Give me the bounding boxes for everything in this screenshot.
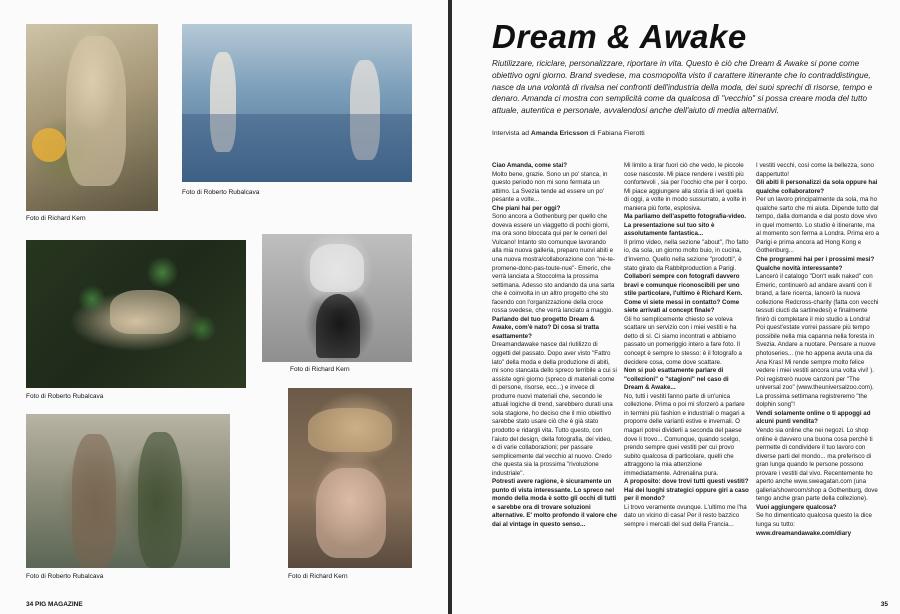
text-column-3 — [756, 162, 881, 538]
photo-caption: Foto di Roberto Rubalcava — [182, 189, 260, 196]
left-page — [0, 0, 448, 614]
photo-women-in-water — [182, 24, 412, 182]
interview-answer: Il primo video, nella sezione "about", l'ho fatto io, da sola, un giorno molto buio, in cucina, d'inverno. Quello nella sezione "prodotti", è stato girato da Rabbitproduction a Parigi. — [624, 238, 749, 272]
interview-answer: Vendo sia online che nei negozi. Lo shop online è davvero una buona cosa perchè ti permette di condividere il tuo lavoro con diverse parti del mondo... ma preferisco di gran lunga quando le persone possono provare i vestiti dal vivo. Recentemente ho aperto anche www.sweagatan.com (una galleria/showroom/shop a Gothenburg, dove tengo anche gran parte della collezione). — [756, 426, 878, 503]
interview-question: Ciao Amanda, come stai? — [492, 162, 568, 169]
photo-two-women-by-lake — [26, 414, 230, 568]
byline-interviewee: Amanda Ericsson — [530, 130, 589, 137]
interview-answer: Mi limito a tirar fuori ciò che vedo, le piccole cose nascoste. Mi piace rendere i vestiti più confortevoli , sia per l'occhio che per il corpo. Mi piace aggiungere alla storia di ieri quella di oggi, a volte in modo sussurrato, a volte in maniera più forte, esplosiva. — [624, 162, 748, 212]
interview-answer: Sono ancora a Gothenburg per quello che doveva essere un viaggetto di pochi giorni, ma ora sono bloccata qui per le ceneri del Vulcano! Intanto sto comunque lavorando alla mia nuova galleria, preparo nuovi abiti e una nuova mostra/collaborazione con "ne-te-promene-donc-pas-toute-nue"- Emeric, che verrà lanciata a Stoccolma la prossima settimana. Adesso sto andando da una sarta che è coinvolta in un altro progetto che sto facendo con l'organizzazione della croce rossa svedese, che verrà lanciato a maggio. — [492, 213, 615, 315]
interview-question: Parlando del tuo progetto Dream & Awake, com'è nato? Di cosa si tratta esattamente? — [492, 315, 599, 340]
right-page — [452, 0, 900, 614]
page-number-right: 35 — [880, 601, 888, 608]
interview-answer: Molto bene, grazie. Sono un po' stanca, in questo periodo non mi sono fermata un attimo. La Svezia tende ad essere un po' pesante a volte... — [492, 170, 608, 204]
byline-suffix: di Fabiana Fierotti — [588, 130, 645, 137]
interview-answer: Gli ho semplicemente chiesto se voleva scattare un servizio con i miei vestiti e ha detto di sì. Ci siamo incontrati e abbiamo passato un pomeriggio intero a fare foto. Il concept è sempre lo stesso: è il fotografo a decidere cosa, come dove scattare. — [624, 315, 742, 366]
interview-answer: I vestiti vecchi, così come la bellezza, sono dappertutto! — [756, 162, 874, 178]
article-intro: Riutilizzare, riciclare, personalizzare, riportare in vita. Questo è ciò che Dream & Awake si pone come obiettivo ogni giorno. Brand svedese, ma cosmopolita visto il carattere itinerante che lo contraddistingue, nasce da una volontà di rivalsa nei confronti dell'industria della moda, dei suoi sprechi di risorse, tempo e denaro. Amanda ci mostra con semplicità come da qualcosa di "vecchio" si possa creare moda del tutto attuale, autentica e personale, avvalendosi anche dell'aiuto di media alternativi. — [492, 59, 873, 116]
article-title: Dream & Awake — [492, 18, 747, 55]
photo-woman-among-lilypads — [26, 240, 246, 388]
article-byline — [492, 130, 645, 137]
interview-answer: No, tutti i vestiti fanno parte di un'unica collezione. Prima o poi mi sforzerò a parlare in termini più fashion e industriali o magari a proporre delle varianti estive e invernali. O magari potrei dividerli a seconda del paese dove li trovo... Comunque, quando scelgo, prendo sempre quei vestiti per cui provo subito qualcosa di particolare, quelli che attraggono la mia attenzione immediatamente. Adrenalina pura. — [624, 392, 745, 477]
photo-caption: Foto di Richard Kern — [290, 366, 350, 373]
interview-question: A proposito: dove trovi tutti questi vestiti? Hai dei luoghi strategici oppure giri a caso per il mondo? — [624, 478, 749, 503]
interview-question: Ma parliamo dell'aspetto fotografia-video. La presentazione sul tuo sito è assolutamente fantastica... — [624, 213, 747, 238]
text-column-1 — [492, 162, 617, 530]
interview-question: Vuoi aggiungere qualcosa? — [756, 503, 837, 511]
photo-woman-on-chair — [262, 234, 412, 362]
interview-answer: Lancerò il catalogo "Don't walk naked" con Emeric, continuerò ad andare avanti con il brand, a fare ricerca, lancerò la nuova collezione Redcross-charity (fatta con vecchi tessuti ciucti da sartinedesi) e finalmente finirò di completare il mio studio a Londra! Poi quest'estate vorrei passare più tempo possibile nella mia capanna nella foresta in Svezia. Andare a nuotare. Pensare a nuove photoseries... (ne ho appena avuta una da Ana Kras! Mi rende sempre molto felice vedere i miei vestiti ancora una volta vivi! ). Poi registrerò nuove canzoni per "The universal zoo" (www.theuniversalzoo.com). La prossima settimana registreremo "the dolphin song"! — [756, 273, 879, 409]
photo-caption: Foto di Richard Kern — [288, 573, 348, 580]
photo-caption: Foto di Roberto Rubalcava — [26, 393, 104, 400]
text-column-2 — [624, 162, 749, 530]
interview-answer: Per un lavoro principalmente da sola, ma ho qualche sarto che mi aiuta. Dipende tutto dal tempo, dalla domanda e dal posto dove vivo in quel momento. Lo studio è itinerante, ma al momento son ferma a Londra. Prima ero a Parigi e prima ancora ad Hong Kong e Gothenburg... — [756, 196, 880, 255]
photo-caption: Foto di Roberto Rubalcava — [26, 573, 104, 580]
interview-question: Gli abiti li personalizzi da sola oppure hai qualche collaboratore? — [756, 179, 878, 195]
interview-question: Che piani hai per oggi? — [492, 204, 561, 212]
interview-question: Vendi solamente online o ti appoggi ad alcuni punti vendita? — [756, 409, 871, 426]
page-number-left: 34 PIG MAGAZINE — [26, 601, 83, 608]
interview-question: Che programmi hai per i prossimi mesi? Qualche novità interessante? — [756, 256, 875, 272]
interview-question: Potresti avere ragione, è sicuramente un punto di vista interessante. Lo spreco nel mondo della moda è sotto gli occhi di tutti e sarebbe ora di trovare soluzioni alternative. E' molto profondo il valore che dai al vintage in questo senso... — [492, 478, 617, 528]
photo-woman-reclining — [288, 388, 412, 568]
interview-answer: Li trovo veramente ovunque. L'ultimo me l'ha dato un vicino di casa! Per il resto bazzico sempre i mercati del sud della Francia... — [624, 503, 747, 528]
photo-woman-with-flowers — [26, 24, 158, 211]
photo-caption: Foto di Richard Kern — [26, 215, 86, 222]
interview-question: Collabori sempre con fotografi davvero bravi e comunque riconoscibili per uno stile particolare, l'ultimo è Richard Kern. Come vi siete messi in contatto? Come siete arrivati al concept finale? — [624, 273, 743, 315]
interview-question: Non si può esattamente parlare di "collezioni" o "stagioni" nel caso di Dream & Awake... — [624, 367, 729, 392]
interview-answer: Se ho dimenticato qualcosa questo la dice lunga su tutto: — [756, 512, 872, 528]
interview-question: www.dreamandawake.com/diary — [756, 529, 852, 537]
byline-prefix: Intervista ad — [492, 130, 531, 137]
interview-answer: Dreamandawake nasce dal riutilizzo di oggetti del passato. Dopo aver visto "Fattro lato" della moda e della produzione di abiti, mi sono stancata dello spreco terribile a cui si assiste ogni giorno (spreco di materiali come di persone, risorse, ecc...) e invece di produrre nuovi materiali che, secondo le attuali logiche di trend, sarebbero durati una sola stagione, ho deciso che il mio obiettivo sarebbe stato usare ciò che è già stato prodotto e ridargli vita. Tutto questo, con l'aiuto del design, della fotografia, dei video, e di varie collaborazioni; per passare semplicemente dal vecchio al nuovo. Credo che questa sia la prossima "rivoluzione industriale". — [492, 341, 617, 477]
